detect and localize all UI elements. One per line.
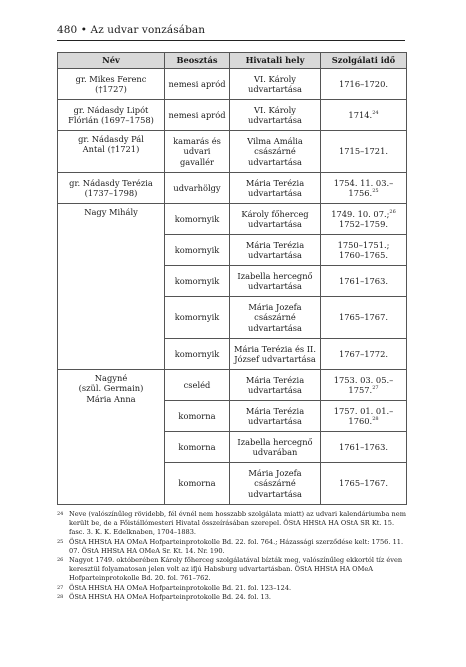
time-cell: 1765–1767. [321, 463, 407, 505]
time-cell: 1753. 03. 05.– 1757.27 [321, 370, 407, 401]
footnote-number: 26 [57, 557, 64, 563]
role-cell: komorna [165, 401, 230, 432]
footnote-ref: 28 [372, 416, 379, 423]
footnote [57, 593, 406, 602]
footnote [57, 556, 406, 583]
footnote-text: ÖStA HHStA HA OMeA Hofparteinprotokolle Bd. 24. fol. 13. [69, 593, 272, 601]
role-cell: komornyik [165, 235, 230, 266]
place-cell: Izabella hercegnő udvarában [230, 432, 321, 463]
time-cell: 1767–1772. [321, 339, 407, 370]
place-cell: Mária Terézia udvartartása [230, 235, 321, 266]
footnote-number: 27 [57, 584, 64, 591]
footnote-text: Neve (valószínűleg rövidebb, fél évnél nem hosszabb szolgálata miatt) az udvari kalendáriumba nem került be, de a Főistállómesteri Hivatal összeírásában szerepel. ÖStA HHStA HA OStA SR Kt. 15. fasc. 3. K. K. Edelknaben, 1704–1883. [69, 510, 406, 536]
name-cell-nagyne: Nagyné (szül. Germain) Mária Anna [58, 370, 165, 505]
place-cell: Mária Terézia udvartartása [230, 173, 321, 204]
running-header [57, 24, 405, 36]
running-title: Az udvar vonzásában [90, 24, 206, 36]
role-cell: komornyik [165, 297, 230, 339]
table-row [58, 173, 407, 204]
footnote-text: Nagyot 1749. októberében Károly főherceg szolgálatával bízták meg, valószínűleg ekkortól tíz éven keresztül folyamatosan jelen volt az ifjú Habsburg udvartartásban. ÖStA HHStA HA OMeA Hofparteinprotokolle Bd. 20. fol. 761–762. [69, 556, 403, 582]
name-cell: gr. Nádasdy Terézia (1737–1798) [58, 173, 165, 204]
role-cell: komornyik [165, 339, 230, 370]
place-cell: Vilma Amália császárné udvartartása [230, 131, 321, 173]
name-cell: gr. Nádasdy Pál Antal (†1721) [58, 131, 165, 173]
column-header-place: Hivatali hely [230, 53, 321, 69]
place-cell: Mária Jozefa császárné udvartartása [230, 297, 321, 339]
time-cell: 1716–1720. [321, 69, 407, 100]
footnote-ref: 27 [372, 385, 379, 392]
footnote-text: ÖStA HHStA HA OMeA Hofparteinprotokolle Bd. 22. fol. 764.; Házassági szerződése kelt: 1756. 11. 07. ÖStA HHStA HA OMeA Sr. Kt. 14. Nr. 190. [69, 537, 404, 555]
time-cell: 1715–1721. [321, 131, 407, 173]
time-cell: 1754. 11. 03.– 1756.25 [321, 173, 407, 204]
footnote [57, 584, 406, 593]
place-cell: Károly főherceg udvartartása [230, 204, 321, 235]
role-cell: komorna [165, 432, 230, 463]
footnote-ref: 24 [372, 110, 379, 117]
table-row [58, 131, 407, 173]
role-cell: kamarás és udvari gavallér [165, 131, 230, 173]
header-rule [57, 40, 405, 41]
role-cell: nemesi apród [165, 100, 230, 131]
footnotes [57, 510, 406, 603]
table-row [58, 69, 407, 100]
time-cell: 1749. 10. 07.;$^{26}$ 1752–1759. [321, 204, 407, 235]
time-cell: 1750–1751.; 1760–1765. [321, 235, 407, 266]
role-cell: nemesi apród [165, 69, 230, 100]
footnote [57, 538, 406, 556]
time-cell: 1761–1763. [321, 432, 407, 463]
place-cell: Mária Terézia és II. József udvartartása [230, 339, 321, 370]
place-cell: VI. Károly udvartartása [230, 100, 321, 131]
footnote-number: 24 [57, 511, 64, 517]
table-header-row [58, 53, 407, 69]
column-header-time: Szolgálati idő [321, 53, 407, 69]
footnote-ref: 26 [389, 208, 396, 215]
place-cell: VI. Károly udvartartása [230, 69, 321, 100]
table-row [58, 370, 407, 401]
footnote-number: 25 [57, 538, 64, 545]
footnote [57, 510, 406, 537]
footnote-number: 28 [57, 594, 64, 600]
time-cell: 1765–1767. [321, 297, 407, 339]
page-number: 480 [57, 24, 78, 36]
column-header-name: Név [58, 53, 165, 69]
name-cell: gr. Mikes Ferenc (†1727) [58, 69, 165, 100]
header-separator: • [80, 24, 88, 36]
time-cell: 1757. 01. 01.– 1760.28 [321, 401, 407, 432]
table-row [58, 100, 407, 131]
time-cell: 1714.24 [321, 100, 407, 131]
name-cell-nagy-mihaly: Nagy Mihály [58, 204, 165, 370]
footnote-ref: 25 [372, 188, 379, 195]
name-cell: gr. Nádasdy Lipót Flórián (1697–1758) [58, 100, 165, 131]
place-cell: Mária Terézia udvartartása [230, 370, 321, 401]
table-row [58, 204, 407, 235]
role-cell: udvarhölgy [165, 173, 230, 204]
place-cell: Mária Terézia udvartartása [230, 401, 321, 432]
place-cell: Izabella hercegnő udvartartása [230, 266, 321, 297]
role-cell: komorna [165, 463, 230, 505]
time-cell: 1761–1763. [321, 266, 407, 297]
footnote-text: ÖStA HHStA HA OMeA Hofparteinprotokolle Bd. 21. fol. 123–124. [69, 583, 292, 592]
role-cell: komornyik [165, 204, 230, 235]
role-cell: komornyik [165, 266, 230, 297]
place-cell: Mária Jozefa császárné udvartartása [230, 463, 321, 505]
column-header-role: Beosztás [165, 53, 230, 69]
role-cell: cseléd [165, 370, 230, 401]
court-service-table [57, 52, 407, 505]
